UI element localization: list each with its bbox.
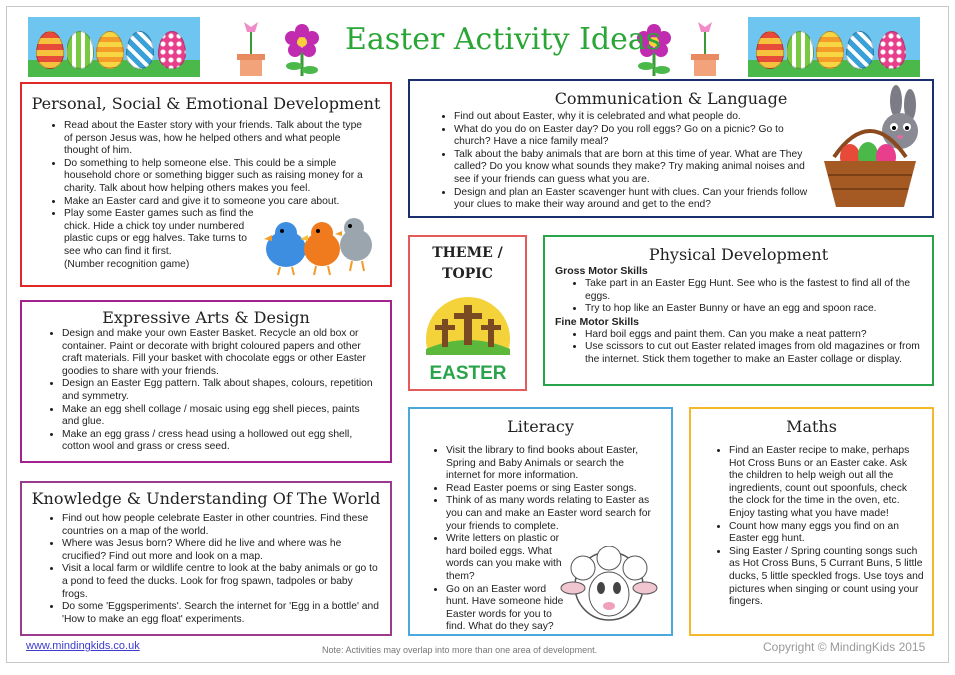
list-item: • Design an Easter Egg pattern. Talk about shapes, colours, repetition and symmetry. (62, 378, 378, 403)
literacy-section (408, 407, 673, 636)
theme-topic-box (408, 235, 527, 391)
website-link[interactable]: www.mindingkids.co.uk (26, 640, 140, 652)
maths-section (689, 407, 934, 636)
psed-heading: Personal, Social & Emotional Development (31, 94, 381, 113)
list-item: • Do some 'Eggsperiments'. Search the internet for 'Egg in a bottle' and 'How to make an egg float' experiments. (62, 601, 380, 626)
list-item: • Visit the library to find books about Easter, Spring and Baby Animals or search the internet for more information. (446, 445, 659, 483)
list-item: • Try to hop like an Easter Bunny or have an egg and spoon race. (585, 303, 924, 316)
lamb-icon (559, 546, 659, 626)
list-item: • Count how many eggs you find on an Easter egg hunt. (729, 521, 924, 546)
copyright-text: Copyright © MindingKids 2015 (763, 640, 926, 654)
theme-label: EASTER (429, 363, 507, 383)
easter-eggs-banner-left (28, 17, 200, 77)
list-item: • Talk about the baby animals that are born at this time of year. What are They called? Do you know what sounds they make? Try making animal noises and see if your friends can guess what you are. (454, 149, 810, 187)
ead-heading: Expressive Arts & Design (102, 308, 310, 327)
cl-section (408, 79, 934, 218)
theme-title-line2: TOPIC (442, 266, 493, 282)
psed-extra-note: (Number recognition game) (64, 258, 190, 270)
list-item: • Read about the Easter story with your friends. Talk about the type of person Jesus was, how he helped others and what people thought of him. (64, 120, 372, 158)
list-item: • Make an Easter card and give it to someone you care about. (64, 196, 372, 209)
list-item: • Use scissors to cut out Easter related images from old magazines or from the internet. Stick them together to make an Easter collage or display. (585, 341, 924, 366)
list-item: • Take part in an Easter Egg Hunt. See who is the fastest to find all of the eggs. (585, 278, 924, 303)
list-item: • Design and plan an Easter scavenger hunt with clues. Can your friends follow your clues to make their way around and get to the end? (454, 187, 810, 212)
list-item: • Read Easter poems or sing Easter songs. (446, 483, 659, 496)
tulip-and-flower-icon-left (232, 14, 342, 78)
pd-section (543, 235, 934, 386)
list-item: • Play some Easter games such as find the chick. Hide a chick toy under numbered plastic cups or egg halves. Take turns to see who can find it first. (64, 208, 372, 258)
list-item: • Make an egg shell collage / mosaic using egg shell pieces, paints and glue. (62, 404, 378, 429)
page-title: Easter Activity Ideas (345, 22, 662, 57)
list-item: • Sing Easter / Spring counting songs such as Hot Cross Buns, 5 Currant Buns, 5 little ducks, 5 little speckled frogs. Use toys and pictures when singing or count using your fingers. (729, 546, 924, 609)
list-item: • Find out how people celebrate Easter in other countries. Find these countries on a map of the world. (62, 513, 380, 538)
literacy-heading: Literacy (507, 417, 574, 436)
list-item: • Find out about Easter, why it is celebrated and what people do. (454, 111, 810, 124)
psed-section (20, 82, 392, 287)
kuw-heading: Knowledge & Understanding Of The World (31, 489, 381, 508)
bunny-basket-icon (814, 85, 926, 215)
ead-section (20, 300, 392, 463)
gross-motor-label: Gross Motor Skills (555, 265, 648, 277)
list-item: • Where was Jesus born? Where did he live and where was he crucified? Find out more and look on a map. (62, 538, 380, 563)
chicks-icon (262, 211, 374, 277)
list-item: • Design and make your own Easter Basket. Recycle an old box or container. Paint or decorate with bright coloured papers and other craft materials. Fill your basket with chocolate eggs or other Easter goodies to share with your friends. (62, 328, 378, 378)
list-item: • Hard boil eggs and paint them. Can you make a neat pattern? (585, 329, 924, 342)
pd-heading: Physical Development (648, 245, 829, 264)
theme-title-line1: THEME / (432, 245, 503, 261)
kuw-section (20, 481, 392, 636)
list-item: • Do something to help someone else. This could be a simple household chore or something bigger such as raising money for a charity. Talk about how helping others makes you feel. (64, 158, 372, 196)
list-item: • Visit a local farm or wildlife centre to look at the baby animals or go to a pond to feed the ducks. Look for frog spawn, tadpoles or baby frogs. (62, 563, 380, 601)
list-item: • Think of as many words relating to Easter as you can and make an Easter word search for your friends to complete. (446, 495, 659, 533)
maths-heading: Maths (786, 417, 837, 436)
easter-eggs-banner-right (748, 17, 920, 77)
list-item: • Find an Easter recipe to make, perhaps Hot Cross Buns or an Easter cake. Ask the children to help weigh out all the ingredients, count out spoonfuls, check the clock for the time in the oven, etc. Enjoy tasting what you have made! (729, 445, 924, 521)
list-item: • Make an egg grass / cress head using a hollowed out egg shell, cotton wool and grass or cress seed. (62, 429, 378, 454)
list-item: • Write letters on plastic or hard boiled eggs. What words can you make with them? (446, 533, 659, 583)
list-item: • Go on an Easter word hunt. Have someone hide Easter words for you to find. What do they say? (446, 584, 659, 634)
crosses-on-hill-icon (424, 295, 512, 383)
cl-heading: Communication & Language (554, 89, 788, 108)
fine-motor-label: Fine Motor Skills (555, 315, 640, 328)
list-item: • What do you do on Easter day? Do you roll eggs? Go on a picnic? Go to church? Have a nice family meal? (454, 124, 810, 149)
footer-note: Note: Activities may overlap into more than one area of development. (322, 645, 598, 655)
